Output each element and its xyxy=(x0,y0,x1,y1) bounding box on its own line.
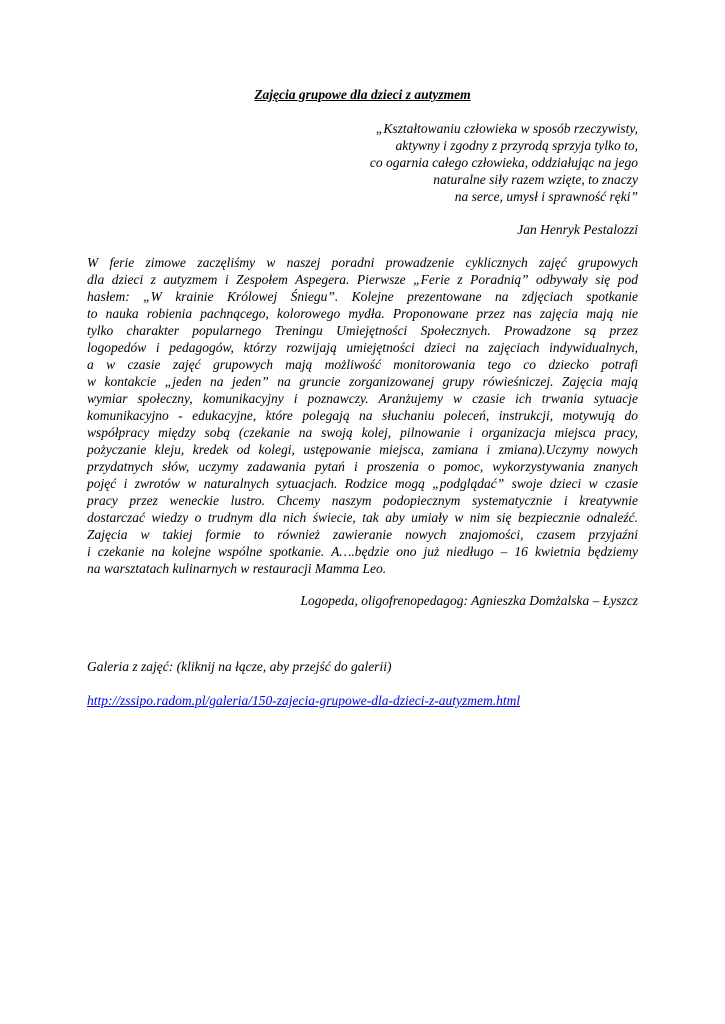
body-line: dostarczać wiedzy o trudnym dla nich świecie, tak aby umiały w nim się bezpiecznie odnaleźć. xyxy=(87,510,638,525)
body-line: w kontakcie „jeden na jeden” na gruncie zorganizowanej grupy rówieśniczej. Zajęcia mają xyxy=(87,374,638,389)
author-signature: Logopeda, oligofrenopedagog: Agnieszka Domżalska – Łyszcz xyxy=(300,593,638,608)
body-line: hasłem: „W krainie Królowej Śniegu”. Kolejne prezentowane na zdjęciach spotkanie xyxy=(87,289,638,304)
body-line: W ferie zimowe zaczęliśmy w naszej poradni prowadzenie cyklicznych zajęć grupowych xyxy=(87,255,638,270)
quote-author: Jan Henryk Pestalozzi xyxy=(517,222,638,237)
document-title: Zajęcia grupowe dla dzieci z autyzmem xyxy=(254,87,471,102)
body-line: to nauka robienia pachnącego, kolorowego mydła. Proponowane przez nas zajęcia mają nie xyxy=(87,306,638,321)
body-line: pożyczanie kleju, kredek od kolegi, ustępowanie miejsca, zamiana i zmiana).Uczymy nowych xyxy=(87,442,638,457)
body-line: współpracy między sobą (czekanie na swoją kolej, pilnowanie i organizacja miejsca pracy, xyxy=(87,425,638,440)
body-line: a w czasie zajęć grupowych mają możliwość monitorowania tego co dziecko potrafi xyxy=(87,357,638,372)
body-line: logopedów i pedagogów, którzy rozwijają umiejętności dzieci na zajęciach indywidualnych, xyxy=(87,340,638,355)
quote-line: co ogarnia całego człowieka, oddziałując na jego xyxy=(369,155,638,170)
quote-line: naturalne siły razem wzięte, to znaczy xyxy=(433,172,638,187)
body-line: tylko charakter popularnego Treningu Umiejętności Społecznych. Prowadzone są przez xyxy=(87,323,638,338)
body-line: Zajęcia w takiej formie to również zawieranie nowych znajomości, czasem przyjaźni xyxy=(87,527,638,542)
body-paragraph xyxy=(87,254,638,577)
body-line: komunikacyjno - edukacyjne, które polegają na słuchaniu poleceń, instrukcji, motywują do xyxy=(87,408,638,423)
body-line: pracy przez weneckie lustro. Chcemy naszym podopiecznym systematycznie i kreatywnie xyxy=(87,493,638,508)
epigraph-quote xyxy=(238,120,638,205)
body-line: wymiar społeczny, komunikacyjny i poznawczy. Aranżujemy w czasie ich trwania sytuacje xyxy=(87,391,638,406)
gallery-link[interactable]: http://zssipo.radom.pl/galeria/150-zajecia-grupowe-dla-dzieci-z-autyzmem.html xyxy=(87,693,521,708)
quote-line: na serce, umysł i sprawność ręki” xyxy=(454,189,638,204)
body-line: dla dzieci z autyzmem i Zespołem Aspegera. Pierwsze „Ferie z Poradnią” odbywały się pod xyxy=(87,272,638,287)
quote-line: aktywny i zgodny z przyrodą sprzyja tylko to, xyxy=(395,138,638,153)
body-line: pojęć i zwrotów w naturalnych sytuacjach. Rodzice mogą „podglądać” swoje dzieci w czasie xyxy=(87,476,638,491)
gallery-label: Galeria z zajęć: (kliknij na łącze, aby przejść do galerii) xyxy=(87,659,392,674)
body-line: przydatnych słów, uczymy zadawania pytań i proszenia o pomoc, wykorzystywania znanych xyxy=(87,459,638,474)
body-line: na warsztatach kulinarnych w restauracji Mamma Leo. xyxy=(87,561,387,576)
quote-line: „Kształtowaniu człowieka w sposób rzeczywisty, xyxy=(375,121,638,136)
body-line: i czekanie na kolejne wspólne spotkanie. A….będzie ono już niedługo – 16 kwietnia będziemy xyxy=(87,544,638,559)
